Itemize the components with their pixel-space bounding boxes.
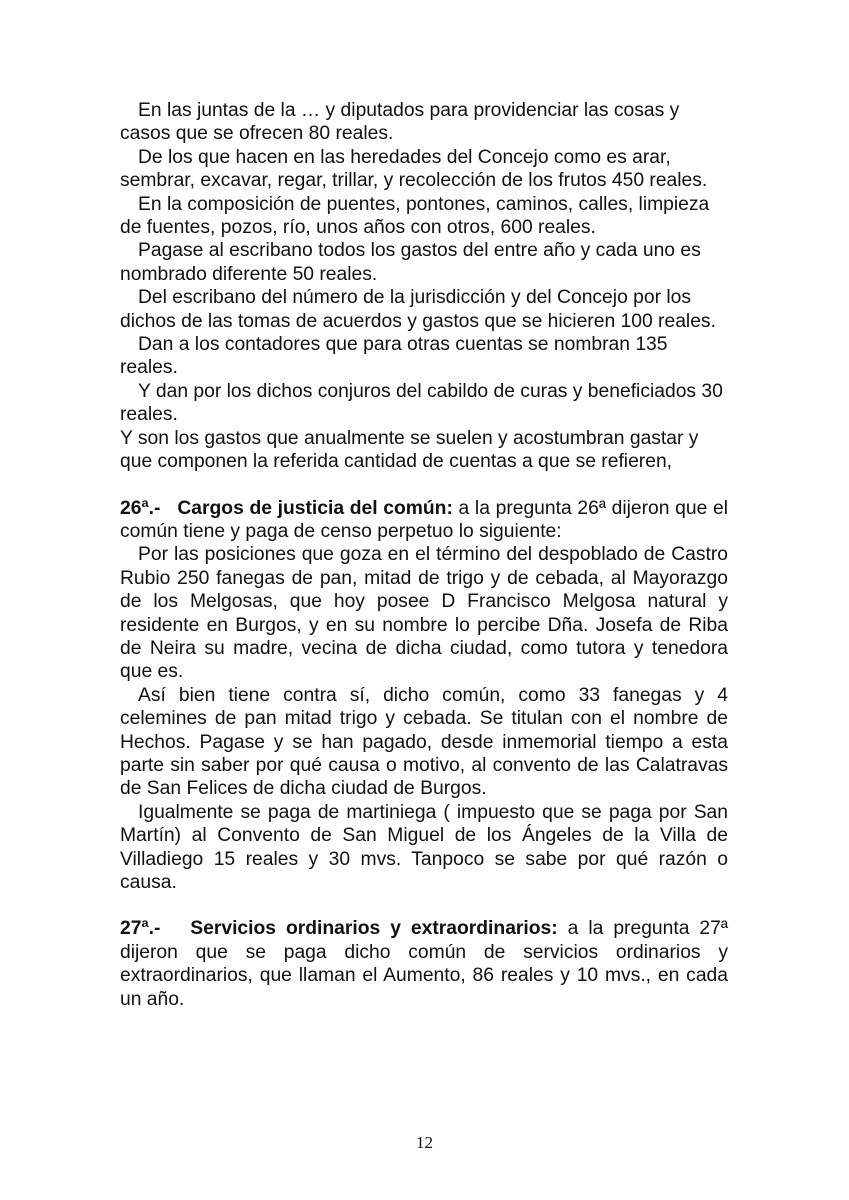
paragraph: Y son los gastos que anualmente se suelen y acostumbran gastar y que componen la referida cantidad de cuentas a que se refieren, bbox=[120, 427, 699, 473]
paragraph: De los que hacen en las heredades del Concejo como es arar, sembrar, excavar, regar, trillar, y recolección de los frutos 450 reales. bbox=[120, 146, 708, 192]
document-page bbox=[120, 99, 728, 1011]
page-number: 12 bbox=[416, 1133, 433, 1152]
paragraph: Y dan por los dichos conjuros del cabildo de curas y beneficiados 30 reales. bbox=[120, 380, 723, 426]
section-title: Cargos de justicia del común: bbox=[177, 497, 453, 519]
section-number: 27ª.- bbox=[120, 918, 161, 940]
section-intro: a la pregunta 27ª dijeron que se paga dicho común de servicios ordinarios y extraordinarios, que llaman el Aumento, 86 reales y 10 mvs., en cada un año. bbox=[120, 918, 728, 1010]
section-intro: a la pregunta 26ª dijeron que el común tiene y paga de censo perpetuo lo siguiente: bbox=[120, 497, 728, 542]
section-27 bbox=[120, 917, 728, 1011]
paragraph: En la composición de puentes, pontones, caminos, calles, limpieza de fuentes, pozos, río, unos años con otros, 600 reales. bbox=[120, 193, 710, 239]
section-number: 26ª.- bbox=[120, 497, 161, 519]
section-title: Servicios ordinarios y extraordinarios: bbox=[190, 918, 558, 940]
section-26 bbox=[120, 497, 728, 895]
paragraph: Igualmente se paga de martiniega ( impuesto que se paga por San Martín) al Convento de San Miguel de los Ángeles de la Villa de Villadiego 15 reales y 30 mvs. Tanpoco se sabe por qué razón o causa. bbox=[120, 801, 728, 893]
paragraph: Del escribano del número de la jurisdicción y del Concejo por los dichos de las tomas de acuerdos y gastos que se hicieren 100 reales. bbox=[120, 287, 716, 332]
paragraph: Pagase al escribano todos los gastos del entre año y cada uno es nombrado diferente 50 reales. bbox=[120, 240, 701, 285]
section-heading-paragraph bbox=[120, 917, 728, 1011]
section-heading-paragraph bbox=[120, 497, 728, 544]
paragraph: En las juntas de la … y diputados para providenciar las cosas y casos que se ofrecen 80 reales. bbox=[120, 100, 680, 145]
paragraph: Dan a los contadores que para otras cuentas se nombran 135 reales. bbox=[120, 334, 668, 379]
paragraph: Por las posiciones que goza en el término del despoblado de Castro Rubio 250 fanegas de pan, mitad de trigo y de cebada, al Mayorazgo de los Melgosas, que hoy posee D Francisco Melgosa natural y residente en Burgos, y en su nombre lo percibe Dña. Josefa de Riba de Neira su madre, vecina de dicha ciudad, como tutora y tenedora que es. bbox=[120, 544, 728, 683]
paragraph: Así bien tiene contra sí, dicho común, como 33 fanegas y 4 celemines de pan mitad trigo y cebada. Se titulan con el nombre de Hechos. Pagase y se han pagado, desde inmemorial tiempo a esta parte sin saber por qué causa o motivo, al convento de las Calatravas de San Felices de dicha ciudad de Burgos. bbox=[120, 684, 728, 800]
expenses-list bbox=[120, 99, 728, 474]
spacer bbox=[120, 894, 728, 917]
spacer bbox=[120, 474, 728, 497]
